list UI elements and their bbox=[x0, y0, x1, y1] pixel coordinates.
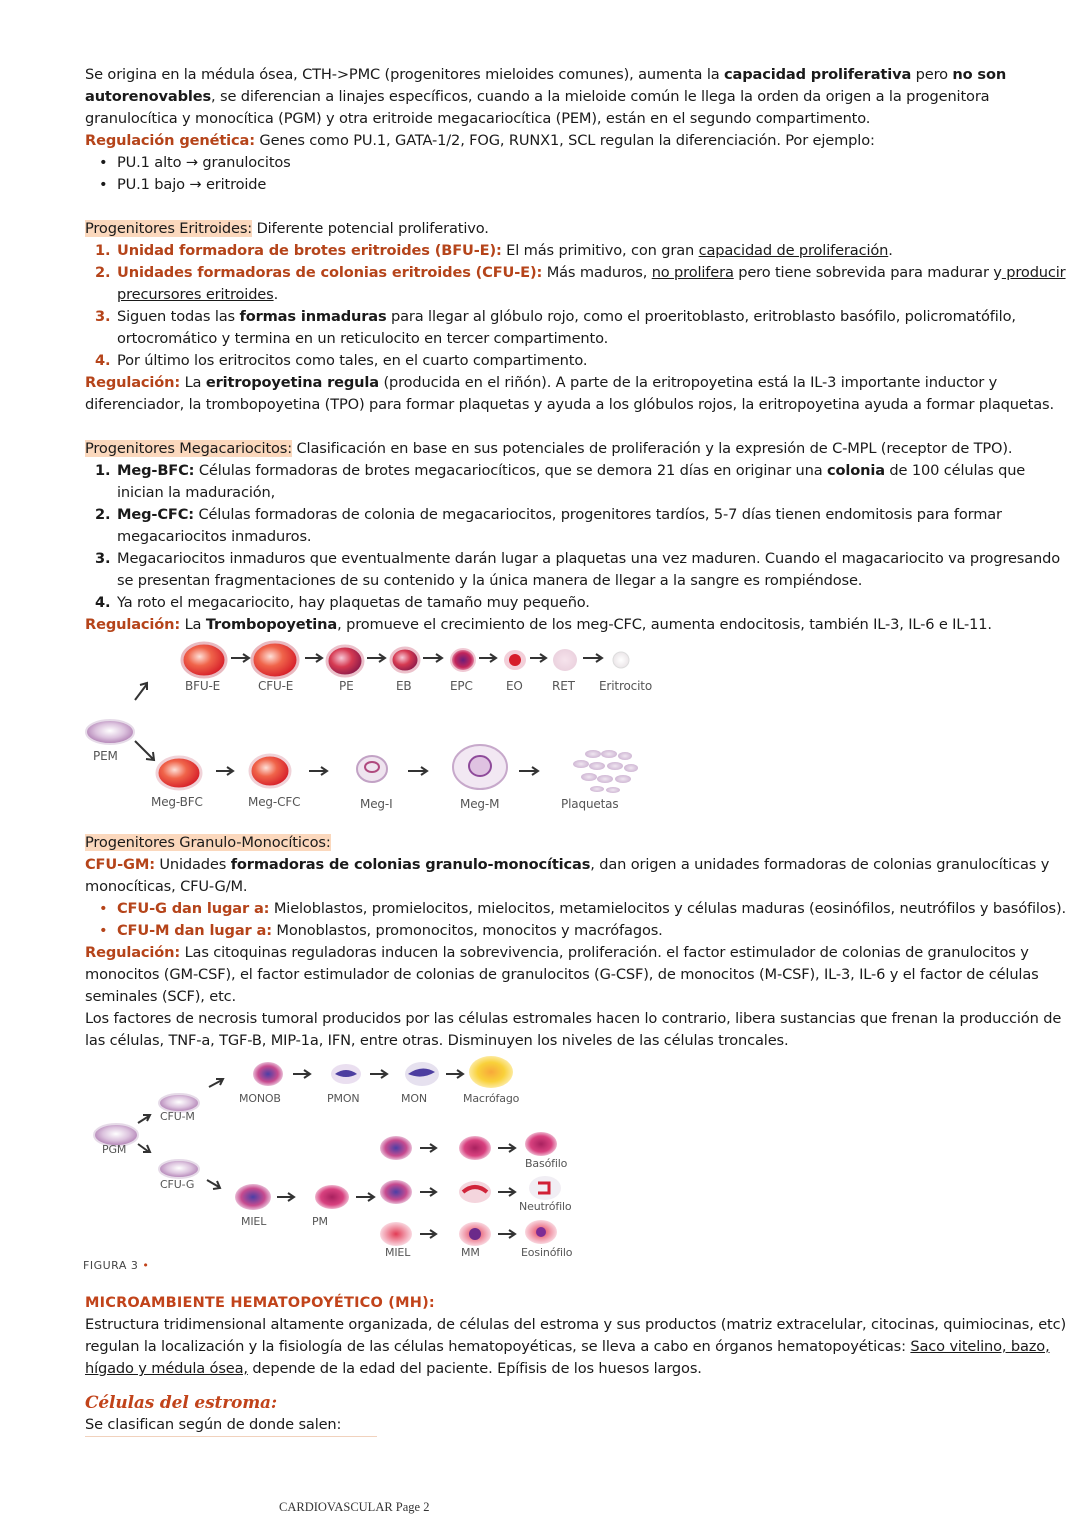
pu1-list bbox=[85, 152, 1075, 196]
erythroid-labels bbox=[185, 679, 652, 693]
chart-label: MON bbox=[401, 1092, 427, 1105]
list-item: 2. Meg-CFC: Células formadoras de colonia de megacariocitos, progenitores tardíos, 5-7 días tienen endomitosis para formar megacariocitos inmaduros. bbox=[95, 506, 1002, 545]
microenvironment-paragraph: Estructura tridimensional altamente organizada, de células del estroma y sus productos (matriz extracelular, citocinas, quimiocinas, etc) regulan la localización y la fisiología de las células hematopoyéticas, se lleva a cabo en órganos hematopoyéticas: Saco vitelino, bazo, hígado y médula ósea, depende de la edad del paciente. Epífisis de los huesos largos. bbox=[85, 1316, 1067, 1377]
genetic-regulation bbox=[85, 130, 1075, 152]
list-item: 1. Unidad formadora de brotes eritroides (BFU-E): El más primitivo, con gran capacidad de proliferación. bbox=[95, 242, 893, 259]
chart-label: EB bbox=[396, 679, 412, 693]
cfu-g-label: CFU-G bbox=[160, 1178, 195, 1191]
page-body bbox=[85, 64, 1075, 1437]
intro-text-mid: pero bbox=[911, 66, 953, 83]
intro-bold-1: capacidad proliferativa bbox=[724, 66, 912, 83]
chart-label: Meg-BFC bbox=[151, 795, 203, 809]
list-item: • CFU-M dan lugar a: Monoblastos, promonocitos, monocitos y macrófagos. bbox=[99, 920, 1075, 942]
intro-paragraph bbox=[85, 64, 1075, 130]
granulo-mono-lineage-figure bbox=[83, 1052, 1075, 1282]
page-footer: CARDIOVASCULAR Page 2 bbox=[279, 1500, 430, 1514]
erythroid-cells bbox=[182, 642, 629, 678]
chart-label: Eritrocito bbox=[599, 679, 653, 693]
erythro-mega-lineage-figure bbox=[83, 636, 1075, 832]
intro-bold-2: no son autorenovables bbox=[85, 66, 1007, 105]
erythroid-list bbox=[85, 240, 1075, 372]
chart-label: Eosinófilo bbox=[521, 1246, 573, 1259]
list-item: 4. Ya roto el megacariocito, hay plaquetas de tamaño muy pequeño. bbox=[95, 594, 590, 611]
chart-label: Plaquetas bbox=[561, 797, 619, 811]
chart-label: MONOB bbox=[239, 1092, 281, 1105]
chart-label: PMON bbox=[327, 1092, 360, 1105]
microenvironment-title: MICROAMBIENTE HEMATOPOYÉTICO (MH): bbox=[85, 1295, 435, 1311]
granulocyte-labels bbox=[241, 1157, 573, 1259]
list-item: 1. Meg-BFC: Células formadoras de brotes megacariocíticos, que se demora 21 días en originar una colonia de 100 células que inician la maduración, bbox=[95, 462, 1026, 501]
list-item: 2. Unidades formadoras de colonias eritroides (CFU-E): Más maduros, no prolifera pero tiene sobrevida para madurar y producir precursores eritroides. bbox=[95, 264, 1066, 303]
stroma-paragraph: Se clasifican según de donde salen: bbox=[85, 1414, 1075, 1437]
granulo-regulation: Regulación: Las citoquinas reguladoras inducen la sobrevivencia, proliferación. el factor estimulador de colonias de granulocitos y monocitos (GM-CSF), el factor estimulador de colonias de granulocitos (G-CSF), de monocitos (M-CSF), IL-3, IL-6 y el factor de células seminales (SCF), etc. bbox=[85, 944, 1039, 1005]
megakaryocyte-list bbox=[85, 460, 1075, 614]
chart-label: MM bbox=[461, 1246, 480, 1259]
chart-label: Meg-M bbox=[460, 797, 500, 811]
chart-label: EPC bbox=[450, 679, 473, 693]
genetic-regulation-label: Regulación genética: bbox=[85, 132, 255, 149]
pem-cell bbox=[86, 720, 134, 744]
list-item: 3. Megacariocitos inmaduros que eventualmente darán lugar a plaquetas una vez maduren. Cuando el magacariocito va progresando se presentan fragmentaciones de su contenido y la única manera de llegar a la sangre es rompiéndose. bbox=[95, 550, 1061, 589]
chart-label: MIEL bbox=[241, 1215, 267, 1228]
tnf-paragraph: Los factores de necrosis tumoral producidos por las células estromales hacen lo contrario, libera sustancias que frenan la producción de las células, TNF-a, TGF-B, MIP-1a, IFN, entre otras. Disminuyen los niveles de las células troncales. bbox=[85, 1010, 1062, 1049]
pem-label: PEM bbox=[93, 749, 118, 763]
megakaryocyte-heading: Progenitores Megacariocitos: Clasificación en base en sus potenciales de proliferación y la expresión de C-MPL (receptor de TPO). bbox=[85, 440, 1013, 457]
cfu-m-label: CFU-M bbox=[160, 1110, 195, 1123]
chart-label: Meg-I bbox=[360, 797, 393, 811]
figure-caption: FIGURA 3 • bbox=[83, 1259, 150, 1272]
chart-label: Meg-CFC bbox=[248, 795, 301, 809]
list-item: 4. Por último los eritrocitos como tales, en el cuarto compartimento. bbox=[95, 352, 588, 369]
monocyte-labels bbox=[239, 1092, 520, 1105]
pgm-label: PGM bbox=[102, 1143, 127, 1156]
erythroid-title: Progenitores Eritroides: bbox=[85, 220, 253, 237]
lineage-diagram-1 bbox=[83, 636, 683, 832]
chart-label: RET bbox=[552, 679, 575, 693]
list-item: • PU.1 alto → granulocitos bbox=[99, 152, 1075, 174]
list-item: • PU.1 bajo → eritroide bbox=[99, 174, 1075, 196]
granulo-title: Progenitores Granulo-Monocíticos: bbox=[85, 834, 331, 851]
intro-text-rest: , se diferencian a linajes específicos, cuando a la mieloide común le llega la orden da origen a la progenitora granulocítica y monocítica (PGM) y otra eritroide megacariocítica (PEM), están en el segundo compartimento. bbox=[85, 88, 990, 127]
intro-text: Se origina en la médula ósea, CTH->PMC (progenitores mieloides comunes), aumenta la bbox=[85, 66, 725, 83]
cfu-g-cell bbox=[159, 1160, 199, 1178]
chart-label: Basófilo bbox=[525, 1157, 568, 1170]
chart-label: PE bbox=[339, 679, 354, 693]
erythroid-title-rest: Diferente potencial proliferativo. bbox=[252, 220, 489, 237]
chart-label: Macrófago bbox=[463, 1092, 520, 1105]
cfu-gm-paragraph: CFU-GM: Unidades formadoras de colonias granulo-monocíticas, dan origen a unidades formadoras de colonias granulocíticas y monocíticas, CFU-G/M. bbox=[85, 856, 1050, 895]
chart-label: BFU-E bbox=[185, 679, 221, 693]
chart-label: CFU-E bbox=[258, 679, 294, 693]
megakaryocyte-labels bbox=[151, 795, 619, 811]
granulo-heading bbox=[85, 832, 1075, 854]
lineage-diagram-2 bbox=[83, 1052, 683, 1282]
list-item: 3. Siguen todas las formas inmaduras para llegar al glóbulo rojo, como el proeritoblasto, eritroblasto basófilo, policromatófilo, ortocromático y termina en un reticulocito en tercer compartimento. bbox=[95, 308, 1016, 347]
erythroid-heading bbox=[85, 218, 1075, 240]
cfu-gm-list bbox=[85, 898, 1075, 942]
chart-label: MIEL bbox=[385, 1246, 411, 1259]
chart-label: PM bbox=[312, 1215, 328, 1228]
megakaryocyte-title: Progenitores Megacariocitos: bbox=[85, 440, 293, 457]
chart-label: EO bbox=[506, 679, 523, 693]
megakaryocyte-regulation: Regulación: La Trombopoyetina, promueve el crecimiento de los meg-CFC, aumenta endocitosis, también IL-3, IL-6 e IL-11. bbox=[85, 616, 992, 633]
list-item: • CFU-G dan lugar a: Mieloblastos, promielocitos, mielocitos, metamielocitos y células maduras (eosinófilos, neutrófilos y basófilos). bbox=[99, 898, 1075, 920]
stroma-title: Células del estroma: bbox=[85, 1393, 278, 1413]
genetic-regulation-text: Genes como PU.1, GATA-1/2, FOG, RUNX1, SCL regulan la diferenciación. Por ejemplo: bbox=[254, 132, 875, 149]
chart-label: Neutrófilo bbox=[519, 1200, 572, 1213]
erythroid-regulation: Regulación: La eritropoyetina regula (producida en el riñón). A parte de la eritropoyetina está la IL-3 importante inductor y diferenciador, la trombopoyetina (TPO) para formar plaquetas y ayuda a los glóbulos rojos, la eritropoyetina ayuda a formar plaquetas. bbox=[85, 374, 1054, 413]
